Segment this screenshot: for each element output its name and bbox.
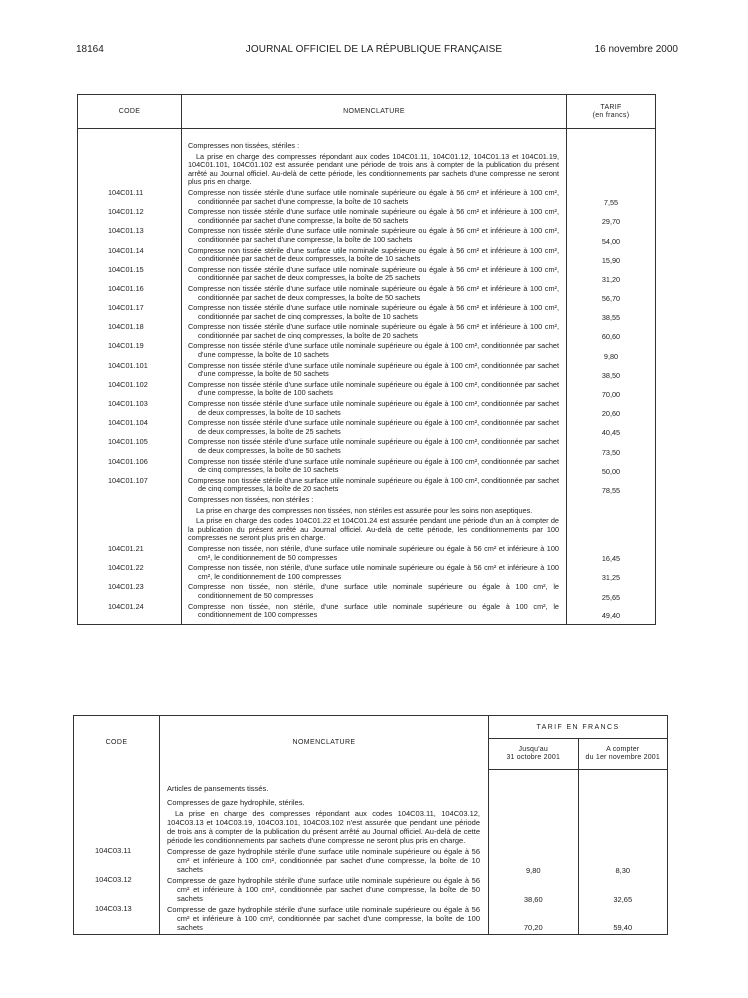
description-text: Compresse non tissée stérile d'une surface utile nominale supérieure ou égale à 100 cm², conditionnée par sachet de deux compresses, la boîte de 10 sachets [188,399,559,417]
tariff-table-nonwoven [77,94,656,625]
row-code: 104C01.11 [78,188,182,207]
table-row [74,875,668,904]
tarif-from-line1: A compter [606,746,640,753]
row-tarif: 40,45 [601,428,621,438]
row-tarif: 78,55 [601,485,621,495]
row-tarif-until: 38,60 [489,875,579,904]
row-code: 104C03.11 [74,846,160,875]
row-description [182,246,567,265]
description-text: Compresse de gaze hydrophile stérile d'une surface utile nominale supérieure ou égale à 56 cm² et inférieure à 100 cm², conditionnée par sachet d'une compresse, la boîte de 50 sachets [167,875,480,903]
tarif-header-line1: TARIF [600,103,622,111]
table-row [78,506,656,517]
row-tarif-from [578,794,668,808]
journal-title: JOURNAL OFFICIEL DE LA RÉPUBLIQUE FRANÇAISE [245,44,503,55]
table-row [78,563,656,582]
description-text: Compresse non tissée, non stérile, d'une surface utile nominale supérieure ou égale à 100 cm², le conditionnement de 50 compresses [188,582,559,600]
row-tarif-until [489,794,579,808]
row-tarif [567,506,656,517]
row-code [74,770,160,794]
table-row [74,794,668,808]
row-tarif-from [578,770,668,794]
description-text: Compresses non tissées, stériles : [188,141,300,150]
description-text: Compresse non tissée stérile d'une surface utile nominale supérieure ou égale à 100 cm², conditionnée par sachet d'une compresse, la boîte de 50 sachets [188,360,559,379]
row-tarif: 31,20 [601,274,621,284]
table-row [74,808,668,846]
row-tarif [567,152,656,188]
row-code [74,808,160,846]
row-tarif: 54,00 [601,236,621,246]
description-text: Compresse non tissée stérile d'une surface utile nominale supérieure ou égale à 100 cm², conditionnée par sachet de deux compresses, la boîte de 25 sachets [188,418,559,436]
row-description [182,129,567,152]
table-row [78,457,656,476]
row-tarif: 20,60 [601,409,621,419]
description-text: Articles de pansements tissés. [167,783,269,793]
description-text: Compresse non tissée stérile d'une surface utile nominale supérieure ou égale à 100 cm², conditionnée par sachet de cinq compresses, la boîte de 20 sachets [188,475,559,494]
row-description [182,226,567,245]
table-row [78,188,656,207]
row-code: 104C01.17 [78,303,182,322]
row-description [160,846,489,875]
description-text: Compresse non tissée stérile d'une surface utile nominale supérieure ou égale à 56 cm² et inférieure à 100 cm², conditionnée par sachet d'une compresse, la boîte de 100 sachets [188,226,559,244]
row-description [182,516,567,544]
row-code: 104C01.101 [78,361,182,380]
row-code: 104C03.13 [74,904,160,935]
row-code: 104C01.21 [78,544,182,563]
column-header-tarif-from [578,739,668,770]
row-description [182,284,567,303]
row-description [160,808,489,846]
description-text: Compresse non tissée stérile d'une surface utile nominale supérieure ou égale à 100 cm², conditionnée par sachet d'une compresse, la boîte de 100 sachets [188,379,559,398]
row-description [160,770,489,794]
row-tarif: 16,45 [601,554,621,564]
row-tarif-from: 8,30 [615,865,631,875]
row-tarif: 73,50 [601,447,621,457]
column-header-tarif [567,95,656,129]
table-row [74,904,668,935]
table-row [78,582,656,601]
table-body [78,129,656,625]
table-row [78,544,656,563]
row-description [160,794,489,808]
row-tarif: 15,90 [601,255,621,265]
row-code [78,495,182,506]
table-row [78,303,656,322]
row-code: 104C01.19 [78,341,182,360]
table-row [78,602,656,625]
table-row [78,226,656,245]
row-code: 104C01.102 [78,380,182,399]
row-description [182,188,567,207]
row-tarif: 31,25 [601,573,621,583]
description-text: Compresse non tissée stérile d'une surface utile nominale supérieure ou égale à 56 cm² et inférieure à 100 cm², conditionnée par sachet de deux compresses, la boîte de 25 sachets [188,264,559,283]
tarif-from-line2: du 1er novembre 2001 [585,754,660,761]
page-number: 18164 [76,44,104,55]
row-description [182,418,567,437]
table-row [78,246,656,265]
row-tarif: 60,60 [601,332,621,342]
row-tarif: 29,70 [601,217,621,227]
row-description [182,341,567,360]
description-text: Compresse non tissée stérile d'une surface utile nominale supérieure ou égale à 100 cm², conditionnée par sachet de cinq compresses, la boîte de 10 sachets [188,456,559,475]
row-code: 104C01.12 [78,207,182,226]
row-tarif: 25,65 [601,592,621,602]
row-description [182,380,567,399]
description-text: La prise en charge des compresses répondant aux codes 104C01.11, 104C01.12, 104C01.13 et 104C01.19, 104C01.101, 104C01.102 est assurée pendant une période de trois ans à compter de la publication du présent arrêté au Journal officiel. Au-delà de cette période, les conditionnements par sachets d'une compresse ne seront plus pris en charge. [188,151,559,187]
tarif-header-line2: (en francs) [592,111,630,119]
row-code [78,506,182,517]
table-row [78,399,656,418]
row-code: 104C01.23 [78,582,182,601]
row-code [78,129,182,152]
description-text: Compresse non tissée, non stérile, d'une surface utile nominale supérieure ou égale à 100 cm², le conditionnement de 100 compresses [188,601,559,620]
description-text: Compresse de gaze hydrophile stérile d'une surface utile nominale supérieure ou égale à 56 cm² et inférieure à 100 cm², conditionnée par sachet d'une compresse, la boîte de 10 sachets [167,846,480,874]
row-description [182,563,567,582]
row-description [182,207,567,226]
table-row [78,322,656,341]
row-code: 104C01.24 [78,602,182,625]
row-tarif: 49,40 [601,610,621,620]
row-tarif: 50,00 [601,466,621,476]
row-code: 104C01.22 [78,563,182,582]
table-row [78,380,656,399]
description-text: La prise en charge des compresses non tissées, non stériles est assurée pour les soins non aseptiques. [196,505,533,515]
description-text: Compresses de gaze hydrophile, stériles. [167,797,305,807]
row-tarif-from: 32,65 [613,894,633,904]
row-description [160,875,489,904]
column-header-tarif-group: TARIF EN FRANCS [489,716,668,739]
table-row [78,207,656,226]
table-row [78,265,656,284]
tarif-until-line1: Jusqu'au [518,746,548,753]
page-bottom-edge [73,958,670,998]
row-description [182,303,567,322]
row-description [182,602,567,625]
table-row [78,476,656,495]
table-row [78,418,656,437]
table-row [78,284,656,303]
description-text: Compresse de gaze hydrophile stérile d'une surface utile nominale supérieure ou égale à 56 cm² et inférieure à 100 cm², conditionnée par sachet d'une compresse, la boîte de 100 sachets [167,904,480,932]
description-text: Compresse non tissée, non stérile, d'une surface utile nominale supérieure ou égale à 56 cm² et inférieure à 100 cm², le conditionnement de 100 compresses [188,563,559,581]
row-description [182,437,567,456]
row-code: 104C01.18 [78,322,182,341]
table-row [78,361,656,380]
row-description [182,399,567,418]
row-code: 104C03.12 [74,875,160,904]
row-tarif-from [578,808,668,846]
description-text: La prise en charge des compresses répondant aux codes 104C03.11, 104C03.12, 104C03.13 et 104C03.19, 104C03.101, 104C03.102 n'est assurée que pendant une période de trois ans à compter de la publication du présent arrêté au Journal officiel. Au-delà de cette période les conditionnements par sachets d'une compresse ne seront plus pris en charge. [167,808,480,845]
row-code: 104C01.104 [78,418,182,437]
row-description [182,476,567,495]
description-text: Compresses non tissées, non stériles : [188,494,314,504]
row-tarif-until: 70,20 [489,904,579,935]
tariff-table-gauze [73,715,668,935]
column-header-code: CODE [74,716,160,770]
table-row [78,129,656,152]
row-code: 104C01.106 [78,457,182,476]
row-tarif: 38,50 [601,370,621,380]
column-header-nomenclature: NOMENCLATURE [160,716,489,770]
description-text: Compresse non tissée stérile d'une surface utile nominale supérieure ou égale à 56 cm² et inférieure à 100 cm², conditionnée par sachet de deux compresses, la boîte de 10 sachets [188,245,559,264]
row-code: 104C01.103 [78,399,182,418]
row-tarif: 70,00 [601,390,621,400]
row-code [74,794,160,808]
row-code: 104C01.14 [78,246,182,265]
row-tarif [567,495,656,506]
row-tarif [567,516,656,544]
table-row [78,152,656,188]
row-description [182,457,567,476]
row-tarif: 56,70 [601,294,621,304]
row-description [160,904,489,935]
description-text: Compresse non tissée stérile d'une surface utile nominale supérieure ou égale à 56 cm² et inférieure à 100 cm², conditionnée par sachet de cinq compresses, la boîte de 10 sachets [188,303,559,321]
description-text: La prise en charge des codes 104C01.22 et 104C01.24 est assurée pendant une période d'un an à compter de la publication du présent arrêté au Journal officiel. Au-delà de cette période, les conditionnements par 100 compresses ne seront plus pris en charge. [188,516,559,543]
row-code: 104C01.13 [78,226,182,245]
row-description [182,544,567,563]
row-description [182,506,567,517]
row-code: 104C01.15 [78,265,182,284]
description-text: Compresse non tissée stérile d'une surface utile nominale supérieure ou égale à 100 cm², conditionnée par sachet de deux compresses, la boîte de 50 sachets [188,437,559,455]
tarif-until-line2: 31 octobre 2001 [506,754,561,761]
row-tarif-until [489,770,579,794]
table-row [78,495,656,506]
row-tarif: 7,55 [603,198,619,208]
row-tarif-until [489,808,579,846]
row-description [182,265,567,284]
table-row [78,516,656,544]
row-code: 104C01.16 [78,284,182,303]
row-description [182,582,567,601]
description-text: Compresse non tissée stérile d'une surface utile nominale supérieure ou égale à 56 cm² et inférieure à 100 cm², conditionnée par sachet d'une compresse, la boîte de 50 sachets [188,207,559,225]
table-row [78,341,656,360]
row-tarif: 38,55 [601,313,621,323]
row-description [182,361,567,380]
table-body [74,770,668,935]
row-description [182,152,567,188]
description-text: Compresse non tissée stérile d'une surface utile nominale supérieure ou égale à 56 cm² et inférieure à 100 cm², conditionnée par sachet de cinq compresses, la boîte de 20 sachets [188,322,559,340]
row-description [182,322,567,341]
row-code [78,152,182,188]
publication-date: 16 novembre 2000 [594,44,678,55]
description-text: Compresse non tissée stérile d'une surface utile nominale supérieure ou égale à 100 cm², conditionnée par sachet d'une compresse, la boîte de 10 sachets [188,341,559,360]
column-header-nomenclature: NOMENCLATURE [182,95,567,129]
column-header-tarif-until [489,739,579,770]
description-text: Compresse non tissée stérile d'une surface utile nominale supérieure ou égale à 56 cm² et inférieure à 100 cm², conditionnée par sachet d'une compresse, la boîte de 10 sachets [188,187,559,206]
table-row [78,437,656,456]
row-tarif-from: 59,40 [613,922,633,932]
row-code: 104C01.107 [78,476,182,495]
row-tarif-until: 9,80 [489,846,579,875]
row-code [78,516,182,544]
row-tarif [567,129,656,152]
row-code: 104C01.105 [78,437,182,456]
row-tarif: 9,80 [603,351,619,361]
description-text: Compresse non tissée, non stérile, d'une surface utile nominale supérieure ou égale à 56 cm² et inférieure à 100 cm², le conditionnement de 50 compresses [188,543,559,562]
row-description [182,495,567,506]
description-text: Compresse non tissée stérile d'une surface utile nominale supérieure ou égale à 56 cm² et inférieure à 100 cm², conditionnée par sachet de deux compresses, la boîte de 50 sachets [188,283,559,302]
column-header-code: CODE [78,95,182,129]
table-row [74,846,668,875]
table-row [74,770,668,794]
